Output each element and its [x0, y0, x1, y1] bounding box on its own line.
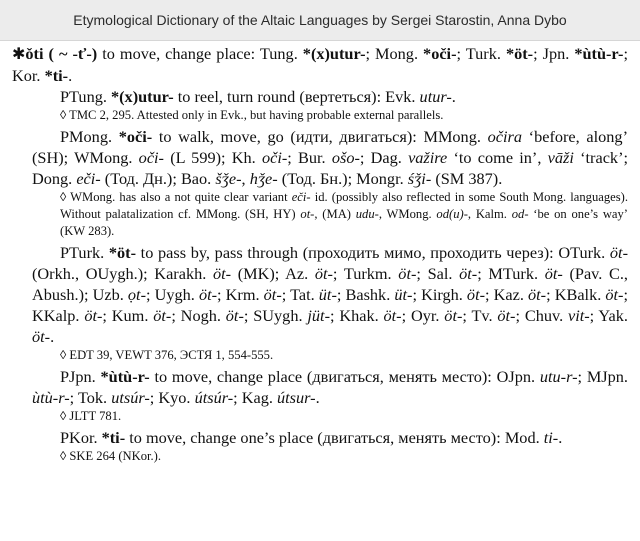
headword: ǒti ( ~ -ť-) — [25, 44, 98, 63]
pmong-section: PMong. *oči- to walk, move, go (идти, двигаться): MMong. očira ‘before, along’ (SH); WMong. oči- (L 599); Kh. oči-; Bur. ošo-; Dag. važire ‘to come in’, vāži ‘track’; Dong. eči- (Тод. Дн.); Bao. šǯe-, hǯe- (Тод. Бн.); Mongr. śǯi- (SM 387). — [32, 127, 629, 188]
ptung-note: ◊ TMC 2, 295. Attested only in Evk., but having probable external parallels. — [60, 108, 444, 122]
window-title: Etymological Dictionary of the Altaic Languages by Sergei Starostin, Anna Dybo — [73, 12, 567, 28]
pjpn-section: PJpn. *ùtù-r- to move, change place (двигаться, менять место): OJpn. utu-r-; MJpn. ùtù-r-; Tok. utsúr-; Kyo. útsúr-; Kag. útsur-. — [32, 367, 628, 407]
window-title-bar — [0, 0, 640, 41]
pturk-section: PTurk. *öt- to pass by, pass through (проходить мимо, проходить через): OTurk. öt- (Orkh., OUygh.); Karakh. öt- (MK); Az. öt-; Turkm. öt-; Sal. öt-; MTurk. öt- (Pav. C., Abush.); Uzb. ọt-; Uygh. öt-; Krm. öt-; Tat. üt-; Bashk. üt-; Kirgh. öt-; Kaz. öt-; KBalk. öt-; KKalp. öt-; Kum. öt-; Nogh. öt-; SUygh. jüt-; Khak. öt-; Oyr. öt-; Tv. öt-; Chuv. vit-; Yak. öt-. — [32, 243, 628, 346]
ptung-section: PTung. *(x)utur- to reel, turn round (вертеться): Evk. utur-. — [60, 87, 456, 106]
pmong-note: ◊ WMong. has also a not quite clear variant eči- id. (possibly also reflected in some South Mong. languages). Without palatalization cf. MMong. (SH, HY) ot-, (MA) udu-, WMong. od(u)-, Kalm. od- ‘be on one’s way’ (KW 283). — [60, 190, 629, 238]
entry-header: ✱ǒti ( ~ -ť-) to move, change place: Tung. *(x)utur-; Mong. *oči-; Turk. *öt-; Jpn. *ùtù-r-; Kor. *ti-. — [12, 44, 628, 85]
star-icon: ✱ — [12, 46, 26, 63]
pjpn-note: ◊ JLTT 781. — [60, 409, 122, 423]
pturk-note: ◊ EDT 39, VEWT 376, ЭСТЯ 1, 554-555. — [60, 348, 274, 362]
pkor-section: PKor. *ti- to move, change one’s place (двигаться, менять место): Mod. ti-. — [60, 428, 563, 447]
pkor-note: ◊ SKE 264 (NKor.). — [60, 449, 162, 463]
dictionary-entry — [0, 41, 640, 467]
